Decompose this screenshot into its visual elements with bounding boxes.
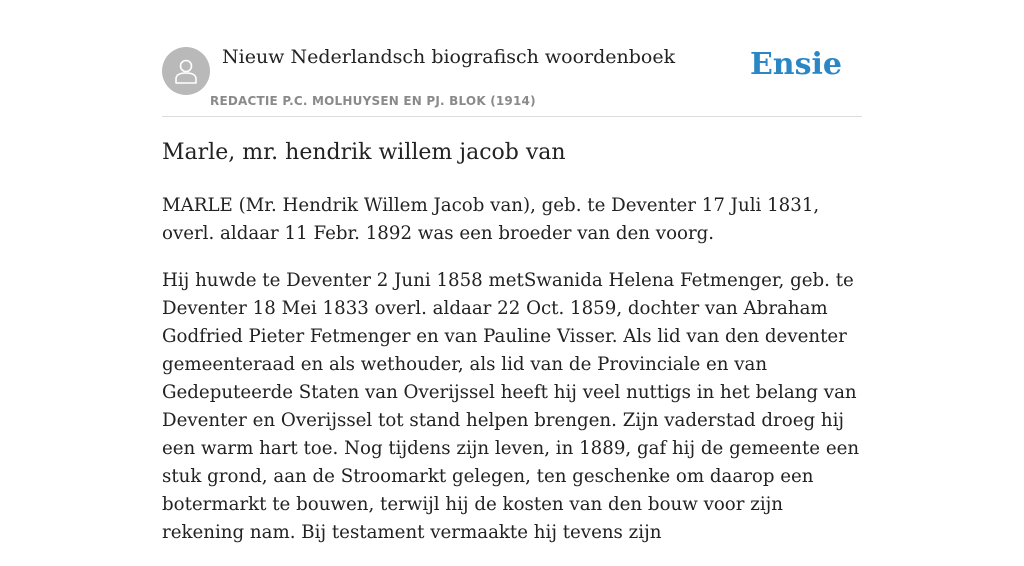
source-header xyxy=(162,0,862,117)
content-container xyxy=(162,0,862,543)
entry-title: Marle, mr. hendrik willem jacob van xyxy=(162,140,566,165)
user-icon xyxy=(173,57,199,85)
entry-paragraph: Hij huwde te Deventer 2 Juni 1858 metSwanida Helena Fetmenger, geb. te Deventer 18 Mei 1833 overl. aldaar 22 Oct. 1859, dochter van Abraham Godfried Pieter Fetmenger en van Pauline Visser. Als lid van den deventer gemeenteraad en als wethouder, als lid van de Provinciale en van Gedeputeerde Staten van Overijssel heeft hij veel nuttigs in het belang van Deventer en Overijssel tot stand helpen brengen. Zijn vaderstad droeg hij een warm hart toe. Nog tijdens zijn leven, in 1889, gaf hij de gemeente een stuk grond, aan de Stroomarkt gelegen, ten geschenke om daarop een botermarkt te bouwen, terwijl hij de kosten van den bouw voor zijn rekening nam. Bij testament vermaakte hij tevens zijn xyxy=(162,270,860,543)
entry-paragraph: MARLE (Mr. Hendrik Willem Jacob van), geb. te Deventer 17 Juli 1831, overl. aldaar 11 Febr. 1892 was een broeder van den voorg. xyxy=(162,195,820,244)
avatar[interactable] xyxy=(162,47,210,95)
entry-body xyxy=(162,192,862,566)
source-title[interactable]: Nieuw Nederlandsch biografisch woordenboek xyxy=(222,46,676,68)
source-editors: REDACTIE P.C. MOLHUYSEN EN PJ. BLOK (1914) xyxy=(210,94,536,108)
ensie-logo-link[interactable]: Ensie xyxy=(749,47,842,82)
